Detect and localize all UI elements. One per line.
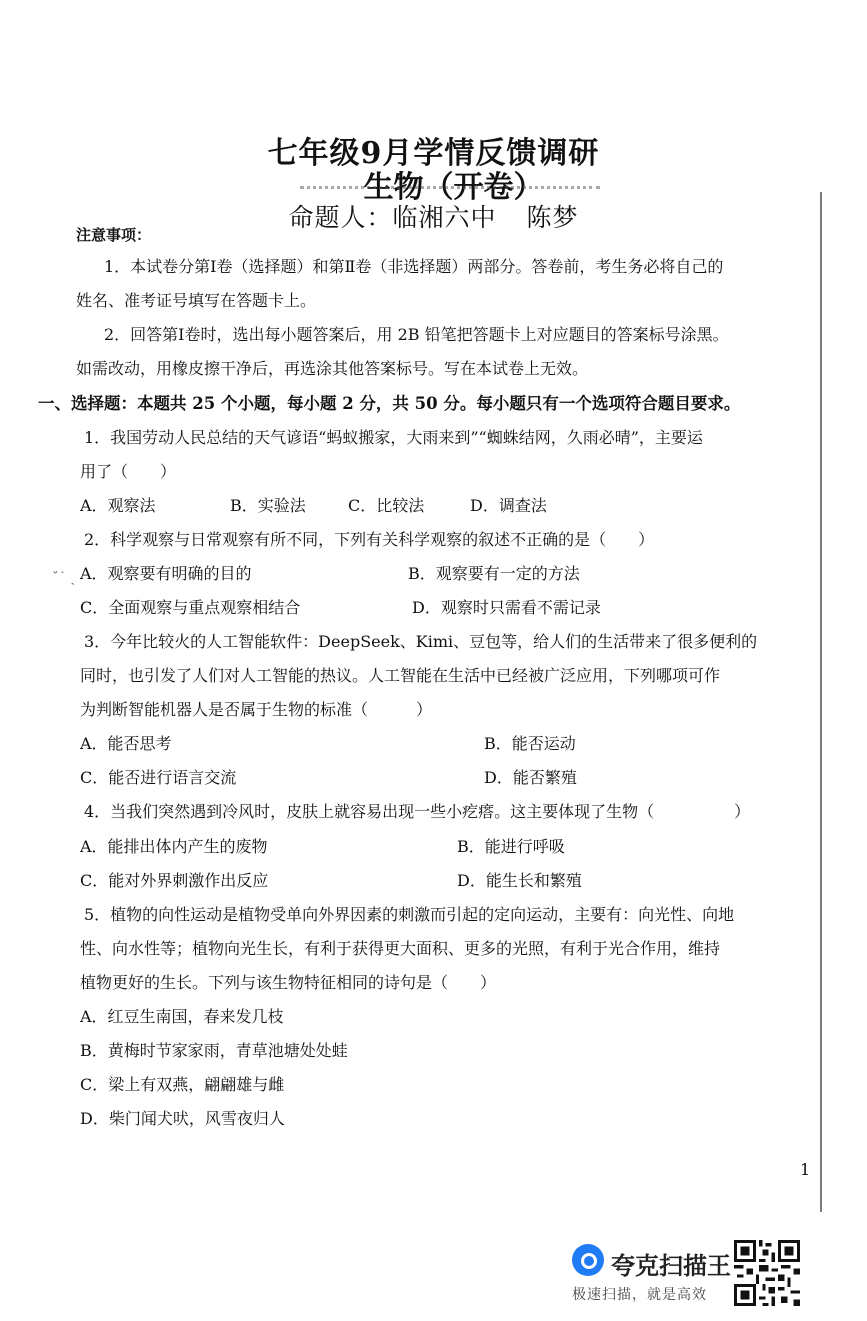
q1-option-c: C．比较法 xyxy=(348,496,425,515)
exam-subject: 生物（开卷） xyxy=(363,170,544,205)
question-3-cont2: 为判断智能机器人是否属于生物的标准（ ） xyxy=(80,700,433,719)
author-label: 命题人：临湘六中 xyxy=(288,203,497,232)
q2-option-d: D．观察时只需看不需记录 xyxy=(412,598,601,617)
section-1-heading: 一、选择题：本题共 25 个小题，每小题 2 分，共 50 分。每小题只有一个选项符合题目要求。 xyxy=(38,394,741,413)
q2-option-a: A．观察要有明确的目的 xyxy=(80,564,252,583)
q5-option-b: B．黄梅时节家家雨，青草池塘处处蛙 xyxy=(80,1041,348,1060)
scanner-slogan: 极速扫描，就是高效 xyxy=(572,1287,707,1303)
q2-option-b: B．观察要有一定的方法 xyxy=(408,564,580,583)
notice-item-1: 1．本试卷分第Ⅰ卷（选择题）和第Ⅱ卷（非选择题）两部分。答卷前，考生务必将自己的 xyxy=(104,257,724,276)
scan-edge-line xyxy=(820,192,822,1212)
question-5: 5．植物的向性运动是植物受单向外界因素的刺激而引起的定向运动，主要有：向光性、向地 xyxy=(84,905,735,924)
exam-title: 七年级9月学情反馈调研 xyxy=(267,136,600,171)
notice-heading: 注意事项： xyxy=(76,226,152,244)
q3-option-a: A．能否思考 xyxy=(80,734,172,753)
q5-option-a: A．红豆生南国，春来发几枝 xyxy=(80,1007,284,1026)
q1-option-d: D．调查法 xyxy=(470,496,547,515)
author-name: 陈梦 xyxy=(526,203,579,232)
q4-option-c: C．能对外界刺激作出反应 xyxy=(80,871,269,890)
question-2: 2．科学观察与日常观察有所不同，下列有关科学观察的叙述不正确的是（ ） xyxy=(84,530,655,549)
notice-item-2-cont: 如需改动，用橡皮擦干净后，再选涂其他答案标号。写在本试卷上无效。 xyxy=(76,359,589,378)
quark-logo-icon xyxy=(572,1244,604,1276)
scan-smudge xyxy=(300,186,600,197)
question-5-cont2: 植物更好的生长。下列与该生物特征相同的诗句是（ ） xyxy=(80,973,497,992)
pen-mark: ˇ˙ ˏ xyxy=(52,570,76,586)
q1-option-a: A．观察法 xyxy=(80,496,156,515)
question-1-cont: 用了（ ） xyxy=(80,462,177,481)
scanner-brand: 夸克扫描王 xyxy=(611,1252,731,1280)
qr-code-icon xyxy=(734,1240,800,1306)
q1-option-b: B．实验法 xyxy=(230,496,306,515)
q4-option-b: B．能进行呼吸 xyxy=(457,837,565,856)
question-1: 1．我国劳动人民总结的天气谚语“蚂蚁搬家，大雨来到”“蜘蛛结网，久雨必晴”，主要运 xyxy=(84,428,703,447)
notice-item-2: 2．回答第Ⅰ卷时，选出每小题答案后，用 2B 铅笔把答题卡上对应题目的答案标号涂黑。 xyxy=(104,325,729,344)
question-3: 3．今年比较火的人工智能软件：DeepSeek、Kimi、豆包等，给人们的生活带来了很多便利的 xyxy=(84,632,758,651)
q3-option-c: C．能否进行语言交流 xyxy=(80,768,237,787)
q4-option-d: D．能生长和繁殖 xyxy=(457,871,582,890)
q5-option-c: C．梁上有双燕，翩翩雄与雌 xyxy=(80,1075,285,1094)
q3-option-d: D．能否繁殖 xyxy=(484,768,577,787)
q3-option-b: B．能否运动 xyxy=(484,734,576,753)
question-4: 4．当我们突然遇到冷风时，皮肤上就容易出现一些小疙瘩。这主要体现了生物（ ） xyxy=(84,802,751,821)
q5-option-d: D．柴门闻犬吠，风雪夜归人 xyxy=(80,1109,285,1128)
question-3-cont: 同时，也引发了人们对人工智能的热议。人工智能在生活中已经被广泛应用，下列哪项可作 xyxy=(80,666,721,685)
notice-item-1-cont: 姓名、准考证号填写在答题卡上。 xyxy=(76,291,317,310)
q4-option-a: A．能排出体内产生的废物 xyxy=(80,837,268,856)
q2-option-c: C．全面观察与重点观察相结合 xyxy=(80,598,301,617)
question-5-cont: 性、向水性等；植物向光生长，有利于获得更大面积、更多的光照，有利于光合作用，维持 xyxy=(80,939,721,958)
page-number: 1 xyxy=(800,1160,811,1179)
